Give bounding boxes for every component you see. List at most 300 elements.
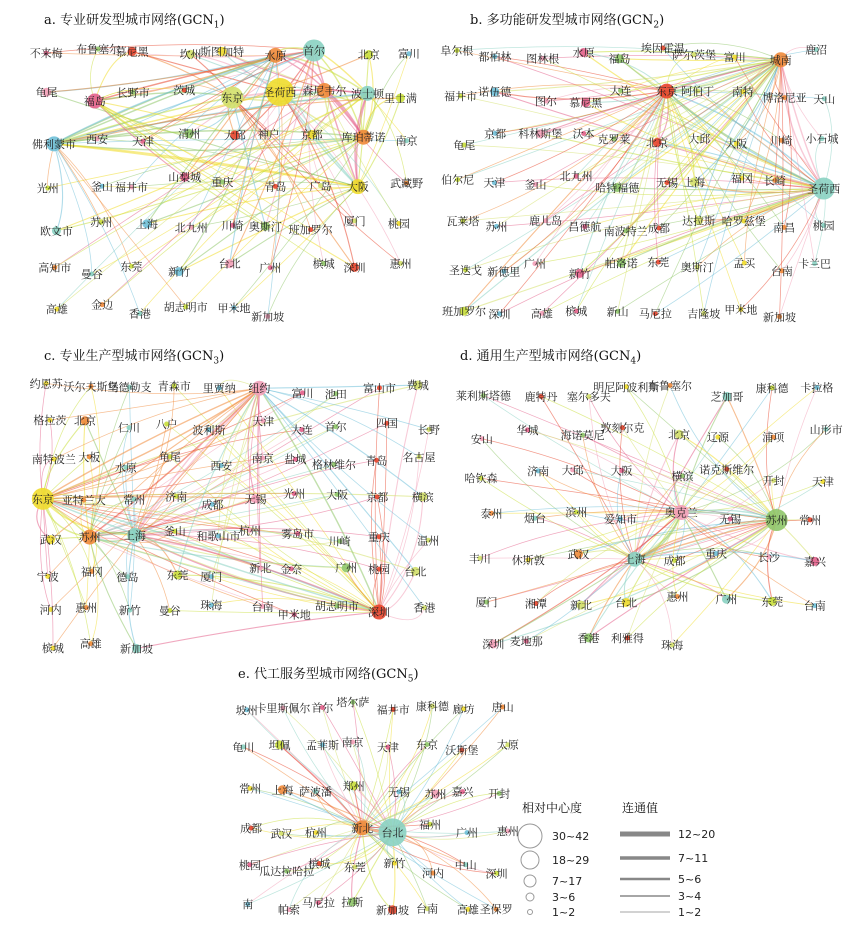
city-label: 新加坡 <box>763 310 797 324</box>
city-label: 水原 <box>264 49 287 63</box>
panel-title-d-sub: 4 <box>630 356 637 367</box>
legend-centrality-circle-3 <box>524 875 536 887</box>
city-label: 拉斯 <box>341 896 364 910</box>
city-label: 高雄 <box>456 903 479 917</box>
city-label: 槟城 <box>312 257 335 271</box>
city-label: 泰州 <box>480 507 503 521</box>
city-label: 成都 <box>201 498 224 512</box>
legend-link-label-1: 12~20 <box>678 828 716 841</box>
city-label: 桃园 <box>238 858 261 872</box>
city-label: 东莞 <box>166 568 189 582</box>
panel-title-e <box>238 663 419 685</box>
city-label: 利雅得 <box>610 631 644 645</box>
panel-title-b-sub: 2 <box>653 20 660 31</box>
city-label: 孟买 <box>733 257 756 271</box>
city-label: 杭州 <box>304 826 327 840</box>
city-label: 光州 <box>36 182 59 196</box>
city-label: 格林维尔 <box>311 458 356 472</box>
city-label: 高雄 <box>45 303 68 317</box>
city-label: 大阪 <box>326 488 349 502</box>
city-label: 成都 <box>663 554 686 568</box>
city-label: 川崎 <box>770 134 793 148</box>
network-panel-e <box>230 686 520 926</box>
city-label: 北京 <box>646 136 669 150</box>
city-label: 布鲁塞尔 <box>76 43 121 57</box>
city-label: 北九州 <box>174 221 208 235</box>
city-label: 济南 <box>165 490 188 504</box>
city-label: 康科德 <box>415 700 449 714</box>
city-label: 新竹 <box>118 604 141 618</box>
city-label: 城南 <box>769 53 792 67</box>
city-label: 库珀蒂诺 <box>341 131 386 145</box>
city-label: 鹿沼 <box>805 43 828 57</box>
city-label: 深圳 <box>368 606 391 620</box>
city-label: 亚特兰大 <box>61 494 106 508</box>
city-label: 釜山 <box>163 525 186 539</box>
city-label: 神户 <box>257 127 280 141</box>
city-label: 新竹 <box>383 857 406 871</box>
network-edge <box>393 832 497 873</box>
panel-title-d-end: ) <box>636 349 642 364</box>
city-label: 富川 <box>397 47 420 61</box>
city-label: 名古屋 <box>402 450 436 464</box>
city-label: 瓦莱塔 <box>446 214 480 228</box>
city-label: 大邱 <box>561 463 584 477</box>
city-label: 长崎 <box>763 174 786 188</box>
city-label: 龟尾 <box>453 139 476 153</box>
city-label: 波士顿 <box>350 87 384 101</box>
city-label: 苏州 <box>90 216 113 230</box>
city-label: 克罗莱 <box>597 132 631 146</box>
legend-centrality-label-3: 7~17 <box>552 875 583 888</box>
network-edge <box>495 57 667 91</box>
city-label: 河内 <box>422 867 445 881</box>
city-label: 马尼拉 <box>301 896 335 910</box>
city-label: 南 <box>242 898 254 912</box>
network-edge <box>626 387 776 520</box>
city-label: 慕尼黑 <box>569 96 603 110</box>
city-label: 华城 <box>516 423 539 437</box>
city-label: 雾岛市 <box>281 527 315 541</box>
network-edge <box>358 54 409 187</box>
legend-centrality-title: 相对中心度 <box>522 801 583 815</box>
network-edge <box>268 187 358 317</box>
city-label: 川崎 <box>328 535 351 549</box>
city-label: 阜尔根 <box>440 44 474 58</box>
city-label: 开封 <box>488 787 511 801</box>
city-label: 苏州 <box>485 220 508 234</box>
city-label: 圣荷西 <box>263 86 297 100</box>
city-label: 青岛 <box>264 180 287 194</box>
network-edge <box>40 383 46 499</box>
city-label: 福岛 <box>608 52 631 66</box>
city-label: 福州 <box>418 818 441 832</box>
city-label: 横滨 <box>671 469 694 483</box>
city-label: 广州 <box>523 257 546 271</box>
city-label: 福岛 <box>83 95 106 109</box>
network-nodes <box>456 378 843 652</box>
city-label: 大邱 <box>688 132 711 146</box>
city-label: 广州 <box>335 561 358 575</box>
network-edge <box>393 709 464 833</box>
city-label: 台北 <box>381 826 404 840</box>
city-label: 台南 <box>770 264 793 278</box>
city-label: 天津 <box>376 741 399 755</box>
city-label: 班加罗尔 <box>288 223 333 237</box>
city-label: 东京 <box>416 738 439 752</box>
city-label: 水原 <box>572 46 595 60</box>
city-label: 奥斯汀 <box>680 261 714 275</box>
city-label: 清州 <box>178 127 201 141</box>
city-label: 班加罗尔 <box>442 305 487 319</box>
legend-link-label-4: 3~4 <box>678 890 702 903</box>
city-label: 天山 <box>813 92 836 106</box>
city-label: 金边 <box>91 298 114 312</box>
city-label: 新北 <box>351 821 374 835</box>
city-label: 无锡 <box>655 176 678 190</box>
city-label: 约恩苏 <box>29 377 63 391</box>
city-label: 东莞 <box>343 861 366 875</box>
city-label: 广岛 <box>309 179 332 193</box>
city-label: 高雄 <box>79 637 102 651</box>
city-label: 哈特福德 <box>595 181 640 195</box>
city-label: 曼谷 <box>158 604 181 618</box>
city-label: 新加坡 <box>251 310 285 324</box>
city-label: 无锡 <box>387 785 410 799</box>
network-panel-a <box>28 30 428 330</box>
panel-title-c-end: ) <box>219 349 225 364</box>
city-label: 南京 <box>341 736 364 750</box>
city-label: 长野市 <box>116 86 150 100</box>
city-label: 小石城 <box>805 132 839 146</box>
city-label: 廊坊 <box>452 702 475 716</box>
network-edge <box>90 537 137 648</box>
network-edges <box>243 702 511 910</box>
city-label: 坦佩 <box>268 738 291 752</box>
city-label: 安山 <box>470 432 493 446</box>
city-label: 龟尾 <box>158 450 181 464</box>
city-label: 京都 <box>484 127 507 141</box>
network-edge <box>393 707 503 832</box>
city-label: 甲米地 <box>217 301 251 315</box>
city-label: 香港 <box>577 631 600 645</box>
city-label: 槟城 <box>565 305 588 319</box>
city-label: 吉隆坡 <box>687 307 721 321</box>
city-label: 台北 <box>615 596 638 610</box>
city-label: 八户 <box>155 418 178 432</box>
panel-title-b-text: b. 多功能研发型城市网络(GCN <box>470 13 654 28</box>
city-label: 福井市 <box>376 703 410 717</box>
city-label: 上海 <box>135 217 158 231</box>
legend-link-title: 连通值 <box>622 801 659 815</box>
city-label: 盐城 <box>284 453 307 467</box>
network-edge <box>626 387 681 513</box>
city-label: 上海 <box>123 529 146 543</box>
city-label: 新竹 <box>568 267 591 281</box>
city-label: 台北 <box>404 565 427 579</box>
city-label: 北京 <box>668 428 691 442</box>
city-label: 福冈 <box>80 565 103 579</box>
legend-centrality-label-2: 18~29 <box>552 854 590 867</box>
city-label: 上海 <box>271 783 294 797</box>
city-label: 光州 <box>283 487 306 501</box>
city-label: 水原 <box>114 461 137 475</box>
city-label: 东莞 <box>120 260 143 274</box>
city-label: 图尔 <box>534 95 557 109</box>
city-label: 博洛尼亚 <box>762 91 807 105</box>
city-label: 福井市 <box>444 89 478 103</box>
city-label: 诺克斯维尔 <box>699 463 755 477</box>
city-label: 大邱 <box>223 128 246 142</box>
city-label: 北京 <box>357 48 380 62</box>
city-label: 重庆 <box>211 175 234 189</box>
city-label: 首尔 <box>302 44 325 58</box>
network-edge <box>681 482 823 513</box>
panel-title-d <box>460 345 641 367</box>
city-label: 深圳 <box>485 867 508 881</box>
city-label: 台北 <box>218 257 241 271</box>
city-label: 成都 <box>240 822 263 836</box>
city-label: 明尼阿波利斯 <box>593 380 660 394</box>
legend-centrality-label-4: 3~6 <box>552 891 576 904</box>
city-label: 甲米地 <box>277 608 311 622</box>
city-label: 鹿儿岛 <box>529 214 563 228</box>
city-label: 圣保罗 <box>479 903 513 917</box>
city-label: 中山 <box>454 858 477 872</box>
city-label: 无锡 <box>719 513 742 527</box>
city-label: 厦门 <box>200 570 223 584</box>
city-label: 重庆 <box>705 547 728 561</box>
city-label: 达拉斯 <box>682 214 716 228</box>
city-label: 仁川 <box>118 421 141 435</box>
city-label: 青岛 <box>365 454 388 468</box>
city-label: 天津 <box>811 475 834 489</box>
network-edge <box>259 388 379 612</box>
legend-link-label-5: 1~2 <box>678 906 702 919</box>
city-label: 阿伯丁 <box>681 85 715 99</box>
city-label: 苏州 <box>765 514 788 528</box>
city-label: 杭州 <box>238 524 261 538</box>
panel-title-a-sub: 1 <box>213 20 220 31</box>
city-label: 青森市 <box>157 379 191 393</box>
city-label: 费城 <box>406 379 429 393</box>
city-label: 河内 <box>39 603 62 617</box>
city-label: 深圳 <box>343 261 366 275</box>
panel-title-a-text: a. 专业研发型城市网络(GCN <box>44 13 214 28</box>
city-label: 昌德航 <box>568 220 602 234</box>
city-label: 鹿特丹 <box>524 390 558 404</box>
city-label: 桃园 <box>812 219 835 233</box>
city-label: 都柏林 <box>478 50 512 64</box>
city-label: 芝加哥 <box>710 390 744 404</box>
city-label: 釜山 <box>524 178 547 192</box>
city-label: 高知市 <box>38 261 72 275</box>
city-label: 太原 <box>496 738 519 752</box>
network-edge <box>128 535 136 648</box>
city-label: 胡志明市 <box>314 599 359 613</box>
city-label: 成都 <box>647 222 670 236</box>
city-label: 不来梅 <box>29 47 63 61</box>
city-label: 大阪 <box>725 137 748 151</box>
city-label: 沃斯堡 <box>445 744 479 758</box>
legend-centrality-label-5: 1~2 <box>552 906 576 919</box>
city-label: 大阪 <box>346 180 369 194</box>
city-label: 曼谷 <box>80 267 103 281</box>
city-label: 上海 <box>683 175 706 189</box>
city-label: 惠州 <box>389 257 412 271</box>
city-label: 坎州 <box>179 48 202 62</box>
legend-centrality-label-1: 30~42 <box>552 830 590 843</box>
city-label: 珠海 <box>661 638 684 652</box>
city-label: 帕洛诺 <box>604 256 638 270</box>
city-label: 波利斯 <box>192 423 226 437</box>
city-label: 卡兰巴 <box>798 257 832 271</box>
city-label: 瓜达拉哈拉 <box>259 865 315 879</box>
city-label: 敦刻尔克 <box>600 421 645 435</box>
city-label: 东京 <box>221 91 244 105</box>
city-label: 帕索 <box>277 903 300 917</box>
city-label: 里贾纳 <box>202 381 236 395</box>
city-label: 惠州 <box>75 601 98 615</box>
city-label: 哈钦森 <box>464 472 498 486</box>
city-label: 爱知市 <box>603 512 637 526</box>
city-label: 休斯敦 <box>511 553 545 567</box>
city-label: 萨尔茨堡 <box>671 48 716 62</box>
network-edge <box>362 828 468 910</box>
city-label: 大连 <box>290 423 313 437</box>
city-label: 台南 <box>416 902 439 916</box>
city-label: 圣迭戈 <box>449 263 483 277</box>
city-label: 新北 <box>570 599 593 613</box>
city-label: 孟菲斯 <box>306 738 340 752</box>
city-label: 德岛 <box>116 570 139 584</box>
city-label: 槟城 <box>41 642 64 656</box>
city-label: 富山市 <box>362 381 396 395</box>
city-label: 甲米地 <box>724 303 758 317</box>
city-label: 福冈 <box>730 172 753 186</box>
city-label: 济南 <box>527 464 550 478</box>
legend <box>512 798 842 928</box>
city-label: 森尼韦尔 <box>302 84 347 98</box>
network-edge <box>379 423 387 612</box>
city-label: 四国 <box>375 417 398 431</box>
city-label: 嘉兴 <box>804 555 827 569</box>
city-label: 诺伍德 <box>478 85 512 99</box>
city-label: 南昌 <box>773 221 796 235</box>
city-label: 莱利斯塔德 <box>455 389 511 403</box>
city-label: 山梨城 <box>168 171 202 185</box>
city-label: 卡里斯佩尔 <box>255 702 311 716</box>
city-label: 横滨 <box>411 490 434 504</box>
city-label: 广州 <box>715 593 738 607</box>
city-label: 首尔 <box>324 420 347 434</box>
legend-centrality-circle-4 <box>526 893 534 901</box>
network-edge <box>90 49 98 101</box>
city-label: 深圳 <box>488 307 511 321</box>
network-edge <box>487 559 635 602</box>
city-label: 香港 <box>128 307 151 321</box>
city-label: 坡州 <box>235 703 258 717</box>
city-label: 东京 <box>655 85 678 99</box>
city-label: 麦地那 <box>509 635 543 649</box>
city-label: 图林根 <box>526 52 560 66</box>
city-label: 东莞 <box>761 595 784 609</box>
city-label: 开封 <box>762 474 785 488</box>
city-label: 大板 <box>78 450 101 464</box>
network-edge <box>54 144 186 307</box>
city-label: 桃园 <box>387 217 410 231</box>
city-label: 马尼拉 <box>638 307 672 321</box>
city-label: 南京 <box>251 452 274 466</box>
city-label: 南特 <box>731 85 754 99</box>
city-label: 川崎 <box>221 219 244 233</box>
city-label: 香港 <box>413 601 436 615</box>
city-label: 沃尔夫斯堡 <box>63 380 119 394</box>
panel-title-c-sub: 3 <box>213 356 220 367</box>
city-label: 常州 <box>123 493 146 507</box>
city-label: 台南 <box>803 599 826 613</box>
city-label: 福井市 <box>115 180 149 194</box>
city-label: 西安 <box>210 459 233 473</box>
city-label: 海诺莫尼 <box>560 429 605 443</box>
city-label: 塞尔多夫 <box>566 390 611 404</box>
city-label: 西安 <box>86 132 109 146</box>
city-label: 厦门 <box>475 596 498 610</box>
city-label: 常州 <box>799 513 822 527</box>
city-label: 广州 <box>259 261 282 275</box>
city-label: 武汉 <box>567 548 590 562</box>
city-label: 烟台 <box>523 512 546 526</box>
city-label: 嘉兴 <box>451 785 474 799</box>
city-label: 池田 <box>324 387 347 401</box>
panel-title-a <box>44 9 225 31</box>
city-label: 新德里 <box>487 265 521 279</box>
network-panel-d <box>455 368 843 663</box>
network-edge <box>777 387 817 520</box>
city-label: 重庆 <box>367 530 390 544</box>
city-label: 宁波 <box>36 570 59 584</box>
city-label: 深圳 <box>482 637 505 651</box>
city-label: 浦项 <box>762 431 785 445</box>
city-label: 常州 <box>239 782 262 796</box>
panel-title-e-text: e. 代工服务型城市网络(GCN <box>238 667 408 682</box>
network-panel-c <box>28 368 443 663</box>
legend-link-label-2: 7~11 <box>678 852 709 865</box>
city-label: 釜山 <box>90 180 113 194</box>
city-label: 新加坡 <box>119 642 153 656</box>
city-label: 武汉 <box>270 827 293 841</box>
panel-title-a-end: ) <box>219 13 225 28</box>
network-edge <box>353 702 362 828</box>
legend-centrality-circle-1 <box>518 824 542 848</box>
city-label: 南波特兰 <box>603 224 648 238</box>
city-label: 富川 <box>291 386 314 400</box>
city-label: 新加坡 <box>376 903 410 917</box>
city-label: 广州 <box>456 826 479 840</box>
city-label: 长沙 <box>757 550 780 564</box>
city-label: 北九州 <box>559 170 593 184</box>
city-label: 东京 <box>31 492 54 506</box>
city-label: 上海 <box>623 553 646 567</box>
city-label: 新北 <box>249 561 272 575</box>
city-label: 斯图加特 <box>200 45 245 59</box>
legend-centrality-circle-5 <box>528 910 533 915</box>
city-label: 新山 <box>606 305 629 319</box>
city-label: 天津 <box>483 176 506 190</box>
legend-link-label-3: 5~6 <box>678 873 702 886</box>
city-label: 京都 <box>366 490 389 504</box>
city-label: 富川 <box>723 51 746 65</box>
